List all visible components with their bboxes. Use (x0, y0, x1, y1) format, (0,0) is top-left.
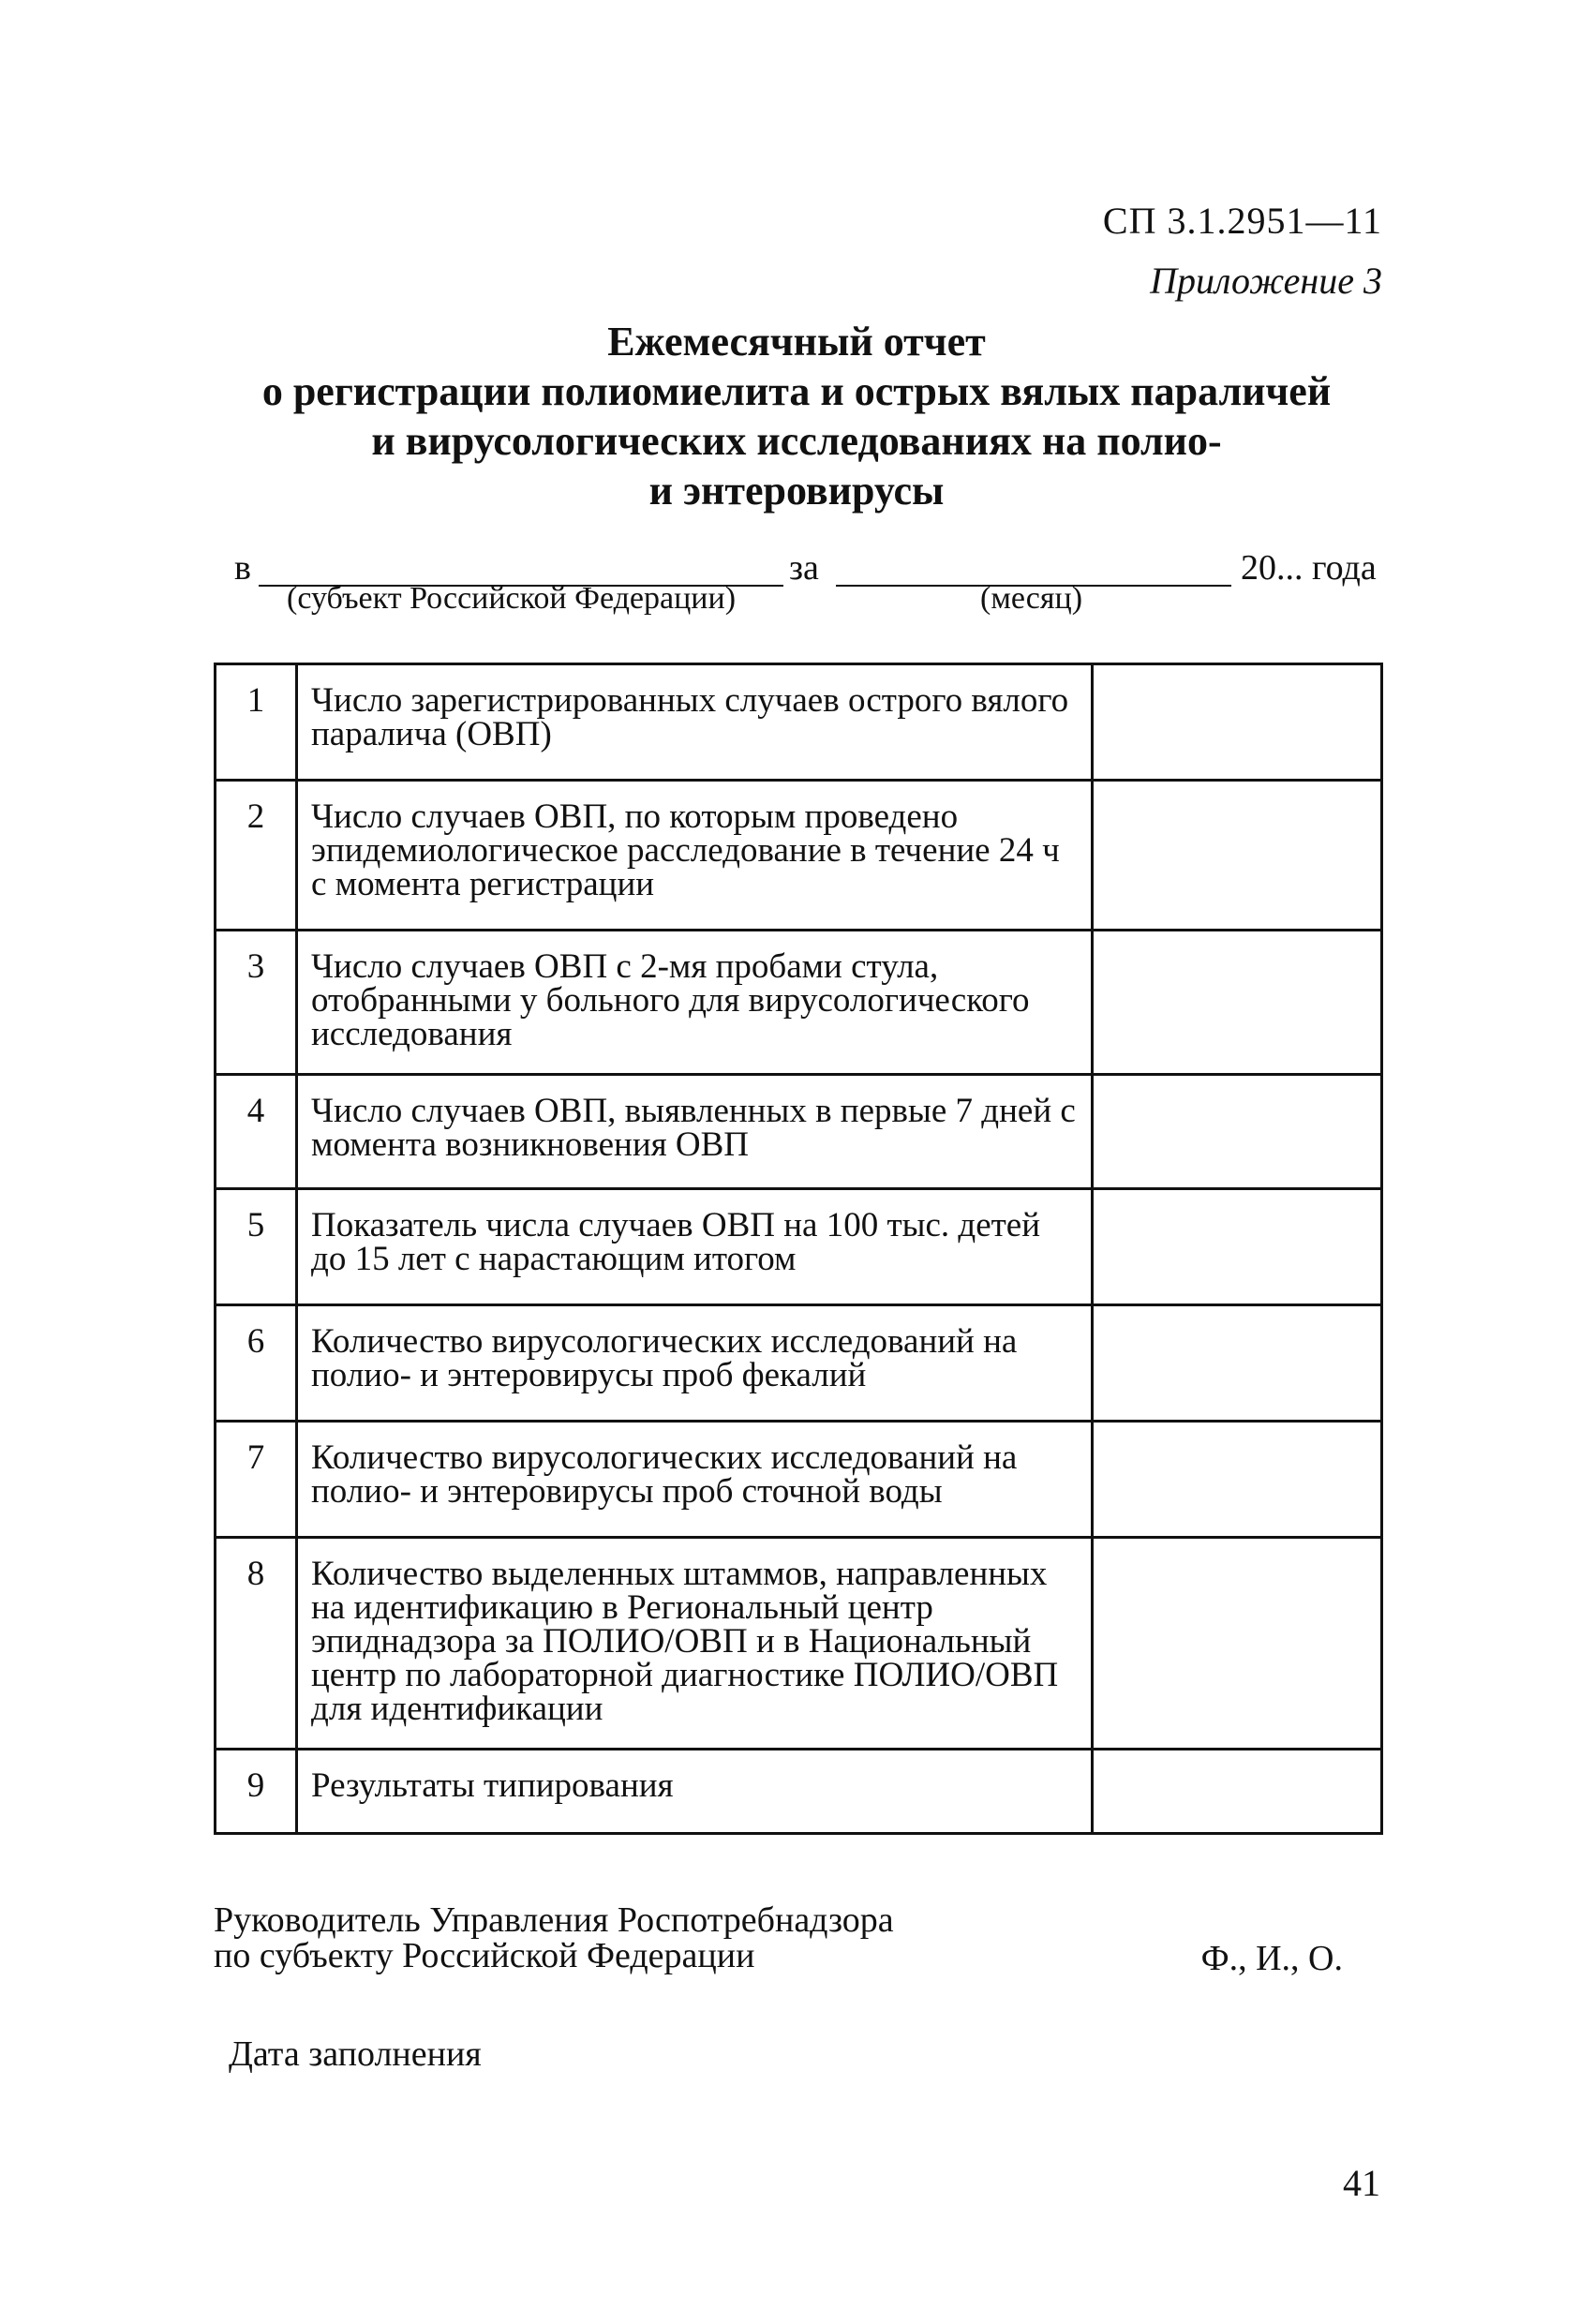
row-description: Результаты типирования (297, 1750, 1093, 1834)
signer-title (214, 1902, 894, 1974)
row-number: 7 (216, 1422, 297, 1538)
table-row (216, 1538, 1382, 1750)
row-number: 1 (216, 664, 297, 781)
row-number: 4 (216, 1075, 297, 1189)
row-number: 6 (216, 1305, 297, 1422)
row-number: 2 (216, 781, 297, 931)
row-number: 5 (216, 1189, 297, 1305)
table-row (216, 931, 1382, 1075)
signer-line: Руководитель Управления Роспотребнадзора (214, 1900, 894, 1940)
month-caption: (месяц) (980, 581, 1083, 616)
title-line: и энтеровирусы (648, 468, 945, 514)
row-value-cell[interactable] (1093, 781, 1382, 931)
signer-line: по субъекту Российской Федерации (214, 1936, 755, 1975)
document-code: СП 3.1.2951—11 (1102, 200, 1382, 242)
row-number: 9 (216, 1750, 297, 1834)
table-row (216, 1189, 1382, 1305)
report-table (214, 663, 1383, 1835)
fill-date-label: Дата заполнения (229, 2034, 482, 2074)
row-value-cell[interactable] (1093, 1075, 1382, 1189)
table-row (216, 1075, 1382, 1189)
row-description: Количество вирусологических исследований на полио- и энтеровирусы проб сточной воды (297, 1422, 1093, 1538)
table-row (216, 1305, 1382, 1422)
page-number: 41 (1343, 2162, 1380, 2204)
row-description: Число случаев ОВП, выявленных в первые 7 дней с момента возникновения ОВП (297, 1075, 1093, 1189)
row-value-cell[interactable] (1093, 1305, 1382, 1422)
row-description: Число зарегистрированных случаев острого вялого паралича (ОВП) (297, 664, 1093, 781)
row-value-cell[interactable] (1093, 1189, 1382, 1305)
year-label: 20... года (1241, 548, 1377, 588)
row-number: 3 (216, 931, 297, 1075)
signer-name-placeholder: Ф., И., О. (1200, 1939, 1343, 1978)
appendix-label: Приложение 3 (1150, 260, 1382, 302)
row-value-cell[interactable] (1093, 1538, 1382, 1750)
row-description: Количество вирусологических исследований на полио- и энтеровирусы проб фекалий (297, 1305, 1093, 1422)
prefix-label: в (234, 548, 251, 588)
row-description: Число случаев ОВП, по которым проведено эпидемиологическое расследование в течение 24 ч с момента регистрации (297, 781, 1093, 931)
report-title (234, 317, 1359, 515)
table-row (216, 664, 1382, 781)
title-line: и вирусологических исследованиях на полио- (371, 418, 1222, 464)
row-value-cell[interactable] (1093, 1750, 1382, 1834)
row-description: Число случаев ОВП с 2-мя пробами стула, отобранными у больного для вирусологического исследования (297, 931, 1093, 1075)
table-row (216, 1422, 1382, 1538)
row-description: Количество выделенных штаммов, направленных на идентификацию в Региональный центр эпиднадзора за ПОЛИО/ОВП и в Национальный центр по лабораторной диагностике ПОЛИО/ОВП для идентификации (297, 1538, 1093, 1750)
period-label: за (789, 548, 819, 588)
row-number: 8 (216, 1538, 297, 1750)
row-description: Показатель числа случаев ОВП на 100 тыс. детей до 15 лет с нарастающим итогом (297, 1189, 1093, 1305)
table-row (216, 1750, 1382, 1834)
row-value-cell[interactable] (1093, 1422, 1382, 1538)
title-line: Ежемесячный отчет (607, 319, 986, 365)
title-line: о регистрации полиомиелита и острых вялых параличей (261, 368, 1332, 414)
subject-caption: (субъект Российской Федерации) (287, 581, 737, 616)
row-value-cell[interactable] (1093, 664, 1382, 781)
table-row (216, 781, 1382, 931)
row-value-cell[interactable] (1093, 931, 1382, 1075)
